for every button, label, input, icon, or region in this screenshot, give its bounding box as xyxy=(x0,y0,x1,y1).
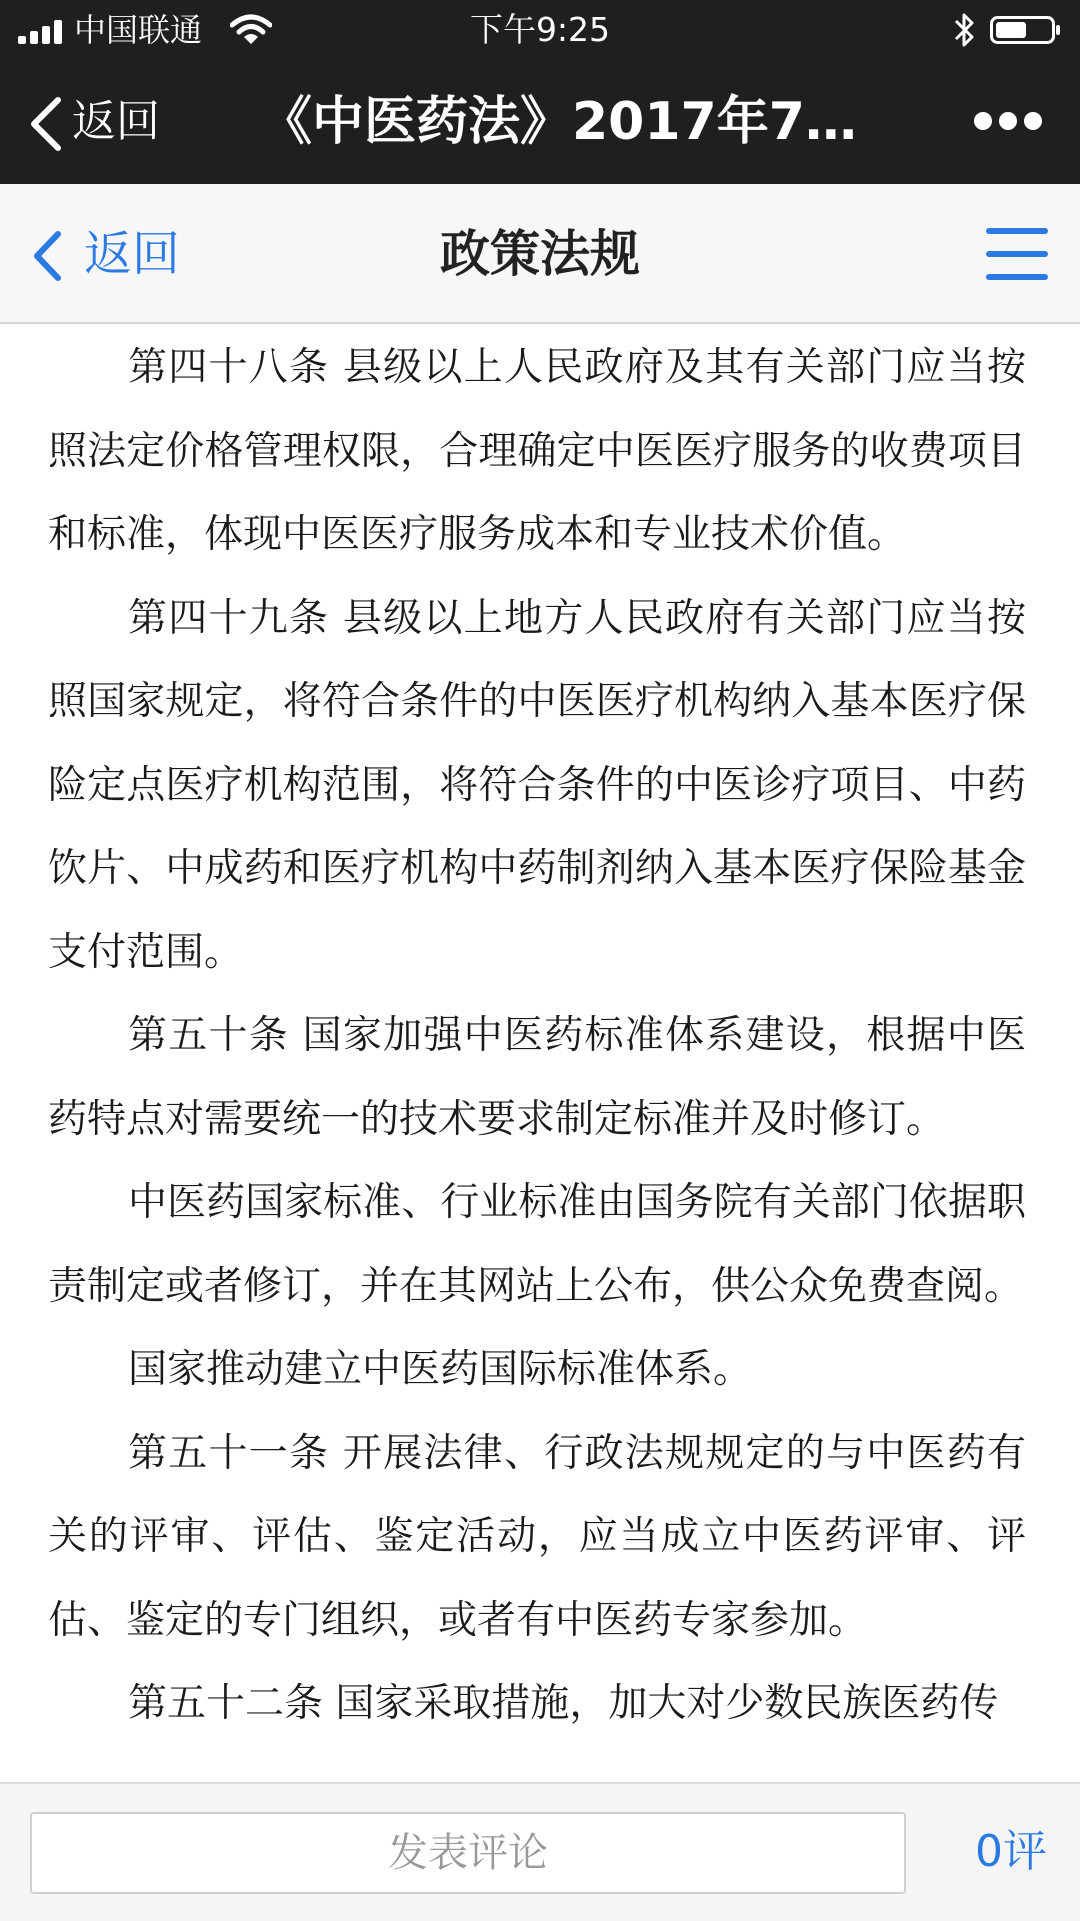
comment-count-button[interactable]: 0评 xyxy=(975,1826,1047,1877)
comment-bar xyxy=(0,1782,1080,1921)
header-back-button[interactable]: 返回 xyxy=(84,226,181,282)
bluetooth-icon xyxy=(952,12,976,48)
wechat-back-button[interactable]: 返回 xyxy=(72,96,160,147)
article-paragraph: 第四十九条 县级以上地方人民政府有关部门应当按照国家规定，将符合条件的中医医疗机构纳入基本医疗保险定点医疗机构范围，将符合条件的中医诊疗项目、中药饮片、中成药和医疗机构中药制剂纳入基本医疗保险基金支付范围。 xyxy=(48,595,1026,975)
article-paragraph: 第五十二条 国家采取措施，加大对少数民族医药传 xyxy=(128,1681,999,1726)
article-body xyxy=(0,326,1080,1782)
wechat-page-title: 《中医药法》2017年7… xyxy=(260,92,857,152)
wechat-nav-bar xyxy=(0,60,1080,184)
article-paragraph: 第四十八条 县级以上人民政府及其有关部门应当按照法定价格管理权限，合理确定中医医疗服务的收费项目和标准，体现中医医疗服务成本和专业技术价值。 xyxy=(48,345,1026,557)
more-dots-icon[interactable] xyxy=(974,112,1042,132)
article-paragraph: 中医药国家标准、行业标准由国务院有关部门依据职责制定或者修订，并在其网站上公布，供公众免费查阅。 xyxy=(48,1180,1026,1309)
hamburger-menu-icon[interactable] xyxy=(986,228,1048,280)
article-paragraph: 第五十一条 开展法律、行政法规规定的与中医药有关的评审、评估、鉴定活动，应当成立中医药评审、评估、鉴定的专门组织，或者有中医药专家参加。 xyxy=(48,1430,1026,1643)
status-time: 下午9:25 xyxy=(469,10,611,49)
back-chevron-icon[interactable] xyxy=(28,96,64,152)
page-header xyxy=(0,184,1080,324)
status-bar xyxy=(0,0,1080,60)
carrier-name: 中国联通 xyxy=(74,11,203,49)
comment-input[interactable]: 发表评论 xyxy=(30,1812,906,1894)
page-title: 政策法规 xyxy=(440,225,640,283)
battery-icon xyxy=(990,14,1062,46)
article-paragraph: 国家推动建立中医药国际标准体系。 xyxy=(128,1347,753,1392)
article-paragraph: 第五十条 国家加强中医药标准体系建设，根据中医药特点对需要统一的技术要求制定标准并及时修订。 xyxy=(48,1013,1026,1142)
